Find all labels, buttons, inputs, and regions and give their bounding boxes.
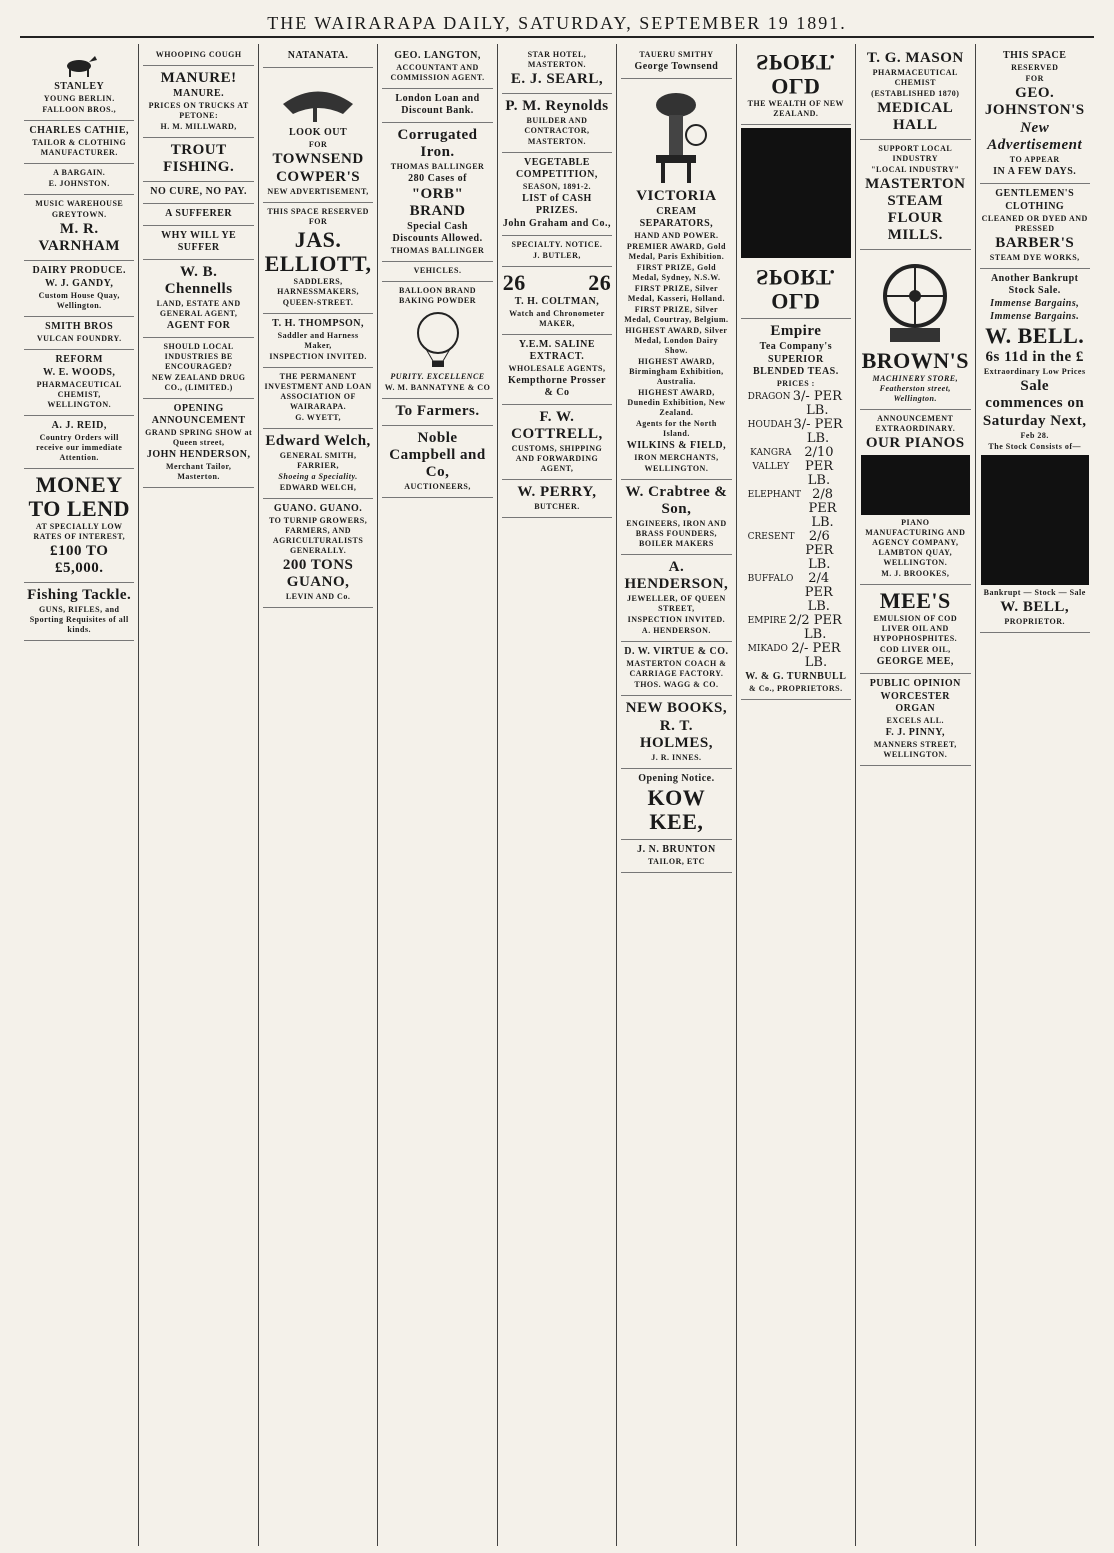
cathie-ad [24, 121, 134, 164]
johnston-name: E. JOHNSTON. [48, 179, 110, 188]
country-orders: Country Orders will receive our immediate Attention. [36, 433, 123, 462]
our-pianos: OUR PIANOS [865, 435, 965, 451]
reid-ad [24, 416, 134, 469]
column-9 [976, 44, 1094, 1546]
mason-heading: T. G. MASON [866, 50, 964, 66]
trout-ad [143, 138, 253, 182]
ballinger-name: THOMAS BALLINGER [390, 162, 485, 171]
piano-company: PIANO MANUFACTURING AND AGENCY COMPANY, LAMBTON QUAY, WELLINGTON. [865, 518, 966, 567]
piano-ad [860, 410, 970, 585]
langton-ad [382, 46, 492, 89]
welch-heading: Edward Welch, [265, 433, 371, 449]
thompson-ad [263, 314, 373, 368]
gentlemen: GENTLEMEN'S [995, 188, 1075, 199]
woods-sub: PHARMACEUTICAL CHEMIST, WELLINGTON. [36, 380, 122, 409]
tons-guano: 200 TONS GUANO, [282, 557, 354, 590]
whooping-ad [143, 46, 253, 66]
agents-north: Agents for the North Island. [636, 419, 717, 438]
dairy-ad [24, 261, 134, 317]
reynolds-ad [502, 94, 612, 153]
iron-ad [382, 123, 492, 262]
old-sport-heading: OLD SPORT. [756, 50, 836, 99]
worcester-organ: WORCESTER ORGAN [880, 691, 951, 714]
season: SEASON, 1891-2. [522, 182, 592, 191]
brunton-heading: J. N. BRUNTON [637, 844, 716, 855]
smithy-ad [621, 46, 731, 79]
why-suffer-heading: WHY WILL YE SUFFER [161, 230, 237, 253]
tea-row: DRAGON 3/- PER LB. [747, 389, 842, 418]
reid-heading: A. J. REID, [51, 420, 107, 431]
award-3: FIRST PRIZE, Silver Medal, Kasseri, Holland. [627, 284, 725, 303]
column-1 [20, 44, 139, 1546]
empire-heading: Empire [770, 323, 822, 339]
bell-heading: W. BELL. [985, 323, 1085, 348]
separator-ad [621, 79, 731, 480]
johnston-space-ad [980, 46, 1090, 184]
townsend-name: George Townsend [634, 61, 719, 72]
cottrell-heading: F. W. COTTRELL, [511, 409, 603, 442]
redacted-block [741, 128, 851, 258]
few-days: IN A FEW DAYS. [993, 166, 1077, 177]
townsend-heading: TOWNSEND [272, 151, 364, 167]
noble-heading: Noble Campbell and Co, [389, 430, 486, 480]
watch-maker: Watch and Chronometer MAKER, [509, 309, 605, 328]
tea-price-list [742, 390, 850, 670]
cottrell-ad [502, 405, 612, 480]
column-4 [378, 44, 497, 1546]
mason-sub: PHARMACEUTICAL CHEMIST [872, 68, 958, 87]
vegetable-heading: VEGETABLE COMPETITION, [516, 157, 598, 180]
barbers-heading: BARBER'S [995, 235, 1075, 251]
old-sport-heading-2: OLD SPORT. [756, 265, 836, 314]
column-2 [139, 44, 258, 1546]
brunton-sub: TAILOR, ETC [647, 857, 705, 866]
award-2: FIRST PRIZE, Gold Medal, Sydney, N.S.W. [632, 263, 721, 282]
new-advertisement: NEW ADVERTISEMENT, [267, 187, 369, 196]
victoria-heading: VICTORIA [636, 188, 717, 204]
music-ad [24, 195, 134, 261]
browns-ad [860, 250, 970, 410]
steam-dye: STEAM DYE WORKS, [989, 253, 1080, 262]
inspection-invited: INSPECTION INVITED. [269, 352, 367, 361]
stanley-heading: STANLEY [54, 81, 105, 92]
shoeing: Shoeing a Speciality. [278, 472, 358, 481]
chennells-sub: LAND, ESTATE AND GENERAL AGENT, [156, 299, 241, 318]
vehicles-heading: VEHICLES. [413, 266, 462, 275]
customs-line: CUSTOMS, SHIPPING AND FORWARDING AGENT, [511, 444, 603, 473]
amount-range: £100 TO £5,000. [50, 543, 109, 576]
empire-tea-ad [741, 319, 851, 700]
henderson-jeweller: JEWELLER, OF QUEEN STREET, [627, 594, 726, 613]
for-label-2: FOR [1025, 74, 1044, 83]
tea-row: BUFFALO 2/4 PER LB. [747, 571, 833, 614]
varnham-heading: M. R. VARNHAM [38, 221, 120, 254]
this-space: THIS SPACE [1002, 50, 1067, 61]
brunton-ad [621, 840, 731, 873]
brookes-name: M. J. BROOKES, [881, 569, 950, 578]
flour-ad [860, 140, 970, 250]
saddle-icon [273, 74, 363, 124]
guano-sub: TO TURNIP GROWERS, FARMERS, AND AGRICULTURALISTS GENERALLY. [268, 516, 368, 555]
horse-icon [59, 52, 99, 78]
proprietors: & Co., PROPRIETORS. [749, 684, 843, 693]
cowper-heading: COWPER'S [276, 169, 361, 185]
sufferer-ad [143, 204, 253, 226]
bannatyne: W. M. BANNATYNE & CO [384, 383, 491, 392]
column-5 [498, 44, 617, 1546]
crabtree-ad [621, 480, 731, 555]
price-in-pound: 6s 11d in the £ [985, 349, 1084, 365]
wagg-name: THOS. WAGG & CO. [634, 680, 719, 689]
why-suffer-ad [143, 226, 253, 260]
number-26-right: 26 [588, 270, 612, 295]
superior-teas: SUPERIOR BLENDED TEAS. [752, 354, 839, 377]
column-3 [259, 44, 378, 1546]
sufferer-heading: A SUFFERER [165, 208, 233, 219]
graham-heading: John Graham and Co., [502, 218, 611, 229]
permanent-ad [263, 368, 373, 429]
innes-name: J. R. INNES. [651, 753, 702, 762]
cases-line: 280 Cases of [408, 173, 467, 184]
should-local: SHOULD LOCAL INDUSTRIES BE ENCOURAGED? [163, 342, 234, 371]
number-26-left: 26 [502, 270, 526, 295]
public-opinion: PUBLIC OPINION [869, 678, 961, 689]
column-6 [617, 44, 736, 1546]
pinny-heading: F. J. PINNY, [885, 727, 945, 738]
holmes-heading: R. T. HOLMES, [639, 718, 713, 751]
young-berlin-heading: YOUNG BERLIN. [43, 94, 115, 103]
old-sport-ad-2 [741, 261, 851, 319]
cream-separators: CREAM SEPARATORS, [639, 206, 714, 229]
support-local: SUPPORT LOCAL INDUSTRY [878, 144, 953, 163]
elliott-heading: JAS. ELLIOTT, [264, 227, 372, 276]
immense-bargains: Immense Bargains, [990, 298, 1080, 309]
agent-for: AGENT FOR [166, 320, 231, 331]
perry-ad [502, 480, 612, 518]
falloon-heading: FALLOON BROS., [42, 105, 117, 114]
nz-drug: NEW ZEALAND DRUG CO., (LIMITED.) [151, 373, 246, 392]
column-8 [856, 44, 975, 1546]
balloon-icon [408, 309, 468, 369]
langton-heading: GEO. LANGTON, [394, 50, 481, 61]
johnstons-heading: GEO. JOHNSTON'S [984, 85, 1085, 118]
cathie-trade: TAILOR & CLOTHING MANUFACTURER. [32, 138, 127, 157]
permanent-heading: THE PERMANENT INVESTMENT AND LOAN ASSOCIATION OF WAIRARAPA. [264, 372, 372, 411]
purity-line: PURITY. EXCELLENCE [390, 372, 485, 381]
whooping-heading: WHOOPING COUGH [155, 50, 242, 59]
browns-heading: BROWN'S [861, 348, 969, 373]
gandy-address: Custom House Quay, Wellington. [38, 291, 120, 310]
vehicles-ad [382, 262, 492, 282]
organ-ad [860, 674, 970, 766]
page-columns [20, 44, 1094, 1546]
butcher-label: BUTCHER. [534, 502, 580, 511]
guano-ad [263, 499, 373, 608]
crabtree-heading: W. Crabtree & Son, [625, 484, 728, 517]
another-bankrupt: Another Bankrupt Stock Sale. [990, 273, 1079, 296]
trout-heading: TROUT FISHING. [163, 142, 235, 175]
new-books: NEW BOOKS, [625, 700, 728, 716]
butler-ad [502, 236, 612, 267]
cathie-first: CHARLES [29, 125, 82, 136]
kowkee-ad [621, 769, 731, 840]
drug-ad [143, 338, 253, 399]
award-4: FIRST PRIZE, Silver Medal, Courtray, Belgium. [624, 305, 729, 324]
bargain-ad [24, 164, 134, 195]
tea-row: EMPIRE 2/2 PER LB. [747, 613, 842, 642]
browns-sub: MACHINERY STORE, Featherston street, Wellington. [872, 374, 959, 403]
farmers-heading: To Farmers. [395, 403, 480, 419]
george-mee: GEORGE MEE, [876, 656, 954, 667]
cash-prizes: LIST of CASH PRIZES. [522, 193, 592, 216]
iron-merchants: IRON MERCHANTS, [634, 453, 719, 462]
butler-name: J. BUTLER, [533, 251, 581, 260]
local-industry: "LOCAL INDUSTRY" [871, 165, 960, 174]
spring-show: GRAND SPRING SHOW at Queen street, [145, 428, 253, 447]
low-rates: AT SPECIALLY LOW RATES OF INTEREST, [33, 522, 126, 541]
woods-heading: W. E. WOODS, [43, 367, 116, 378]
award-5: HIGHEST AWARD, Silver Medal, London Dairy Show. [625, 326, 728, 355]
bargain-heading: A BARGAIN. [53, 168, 106, 177]
wilkins-field: WILKINS & FIELD, [626, 440, 727, 451]
manure-heading: MANURE! [160, 70, 237, 86]
reform-heading: REFORM [55, 354, 103, 365]
proprietor: PROPRIETOR. [1004, 617, 1066, 626]
wholesale-agents: WHOLESALE AGENTS, [508, 364, 606, 373]
money-heading: MONEY TO LEND [28, 472, 130, 521]
smithy-heading: TAUERU SMITHY [639, 50, 714, 59]
guns-line: GUNS, RIFLES, and Sporting Requisites of all kinds. [29, 605, 129, 634]
balloon-heading: BALLOON BRAND BAKING POWDER [399, 286, 476, 305]
mason-ad [860, 46, 970, 140]
cod-liver: COD LIVER OIL, [879, 645, 951, 654]
auctioneers: AUCTIONEERS, [404, 482, 471, 491]
notice-heading: SPECIALTY. NOTICE. [511, 240, 603, 249]
henderson-name: JOHN HENDERSON, [146, 449, 251, 460]
smith-heading: SMITH BROS [45, 321, 114, 332]
orb-brand: "ORB" BRAND [409, 186, 466, 219]
iron-heading: Corrugated Iron. [397, 127, 478, 160]
books-ad [621, 696, 731, 769]
greytown-heading: GREYTOWN. [51, 210, 107, 219]
sale-commences: Sale commences on [985, 378, 1085, 411]
newspaper-title: THE WAIRARAPA DAILY, SATURDAY, SEPTEMBER 19 1891. [267, 13, 847, 33]
vegetable-ad [502, 153, 612, 236]
yem-heading: Y.E.M. SALINE EXTRACT. [518, 339, 596, 362]
extra-low: Extraordinary Low Prices [983, 367, 1086, 376]
old-sport-ad [741, 46, 851, 125]
welch-sub: GENERAL SMITH, FARRIER, [279, 451, 357, 470]
award-1: PREMIER AWARD, Gold Medal, Paris Exhibition. [626, 242, 726, 261]
reynolds-town: MASTERTON. [527, 137, 587, 146]
established: (ESTABLISHED 1870) [871, 89, 960, 98]
prices-heading: PRICES ON TRUCKS AT PETONE: [148, 101, 249, 120]
cash-discounts: Special Cash Discounts Allowed. [392, 221, 483, 244]
pinny-sub: MANNERS STREET, WELLINGTON. [873, 740, 957, 759]
no-cure-heading: NO CURE, NO PAY. [150, 186, 248, 197]
feb-date: Feb 28. [1020, 431, 1049, 440]
noble-ad [382, 426, 492, 498]
saddler-notice: Saddler and Harness Maker, [277, 331, 359, 350]
langton-sub: ACCOUNTANT AND COMMISSION AGENT. [390, 63, 485, 82]
barber-ad [980, 184, 1090, 269]
bankrupt-sale: Bankrupt — Stock — Sale [983, 588, 1086, 597]
queen-street: QUEEN-STREET. [282, 298, 354, 307]
redacted-block-3 [981, 455, 1089, 585]
gandy-heading: W. J. GANDY, [45, 278, 114, 289]
perry-heading: W. PERRY, [517, 484, 597, 500]
natanata-heading: NATANATA. [287, 50, 349, 61]
opening-notice: Opening Notice. [638, 773, 715, 784]
fishing-heading: Fishing Tackle. [27, 587, 132, 603]
welch-signature: EDWARD WELCH, [279, 483, 357, 492]
levin-name: LEVIN AND Co. [285, 592, 351, 601]
immense-bargains-2: Immense Bargains. [990, 311, 1080, 322]
announcement-extraordinary: ANNOUNCEMENT EXTRAORDINARY. [875, 414, 956, 433]
guano-heading: GUANO. GUANO. [273, 503, 363, 514]
tea-row: HOUDAH 3/- PER LB. [747, 417, 843, 446]
steam-flour: MASTERTON STEAM FLOUR MILLS. [865, 176, 966, 243]
henderson-inspection: INSPECTION INVITED. [627, 615, 726, 624]
masthead [20, 8, 1094, 38]
wellington-label: WELLINGTON. [644, 464, 709, 473]
loan-heading: London Loan and Discount Bank. [395, 93, 480, 116]
cathie-last: CATHIE, [84, 125, 129, 136]
virtue-heading: D. W. VIRTUE & CO. [624, 646, 729, 657]
tea-row: ELEPHANT 2/8 PER LB. [747, 487, 837, 530]
money-ad [24, 469, 134, 583]
to-appear: TO APPEAR [1009, 155, 1060, 164]
saddlers: SADDLERS, HARNESSMAKERS, [277, 277, 360, 296]
music-heading: MUSIC WAREHOUSE [35, 199, 124, 208]
no-cure-ad [143, 182, 253, 204]
reserved-label: RESERVED [1011, 63, 1059, 72]
new-advertisement-2: New Advertisement [987, 120, 1083, 153]
look-out: LOOK OUT [289, 127, 348, 138]
yem-ad [502, 335, 612, 405]
saturday-next: Saturday Next, [982, 413, 1087, 429]
natanata-ad [263, 46, 373, 68]
henderson-signature: A. HENDERSON. [641, 626, 711, 635]
manure-heading-2: MANURE. [173, 88, 225, 99]
award-7: HIGHEST AWARD, Dunedin Exhibition, New Zealand. [627, 388, 726, 417]
hand-power: HAND AND POWER. [634, 231, 719, 240]
turnbull-heading: W. & G. TURNBULL [745, 671, 847, 682]
engine-icon [875, 256, 955, 346]
mees-ad [860, 585, 970, 674]
stock-consists: The Stock Consists of— [988, 442, 1081, 451]
opening-announcement: OPENING ANNOUNCEMENT [151, 403, 246, 426]
redacted-block-2 [861, 455, 969, 515]
reform-ad [24, 350, 134, 416]
thompson-heading: T. H. THOMPSON, [272, 318, 365, 329]
townsend-ad [263, 68, 373, 203]
farmers-ad [382, 399, 492, 426]
clothing: CLOTHING [1005, 201, 1065, 212]
wealth-heading: THE WEALTH OF NEW ZEALAND. [747, 99, 845, 118]
wyett-name: G. WYETT, [295, 413, 341, 422]
coltman-ad [502, 267, 612, 335]
reynolds-heading: P. M. Reynolds [505, 98, 609, 114]
kempthorne: Kempthorne Prosser & Co [507, 375, 606, 398]
balloon-ad [382, 282, 492, 399]
kowkee-heading: KOW KEE, [647, 785, 706, 834]
reynolds-sub: BUILDER AND CONTRACTOR, [524, 116, 590, 135]
elliott-ad [263, 203, 373, 314]
welch-ad [263, 429, 373, 499]
bell-signature: W. BELL, [1000, 599, 1070, 615]
coach-factory: MASTERTON COACH & CARRIAGE FACTORY. [626, 659, 727, 678]
henderson-heading: A. HENDERSON, [624, 559, 729, 592]
cleaned-dyed: CLEANED OR DYED AND PRESSED [981, 214, 1088, 233]
tea-row: MIKADO 2/- PER LB. [747, 641, 841, 670]
chennells-heading: W. B. Chennells [164, 264, 233, 297]
stallion-ad [24, 46, 134, 121]
star-ad [502, 46, 612, 94]
for-label: FOR [308, 140, 328, 149]
mees-heading: MEE'S [879, 588, 951, 613]
empire-sub: Tea Company's [759, 341, 833, 352]
dairy-heading: DAIRY PRODUCE. [32, 265, 126, 276]
column-7 [737, 44, 856, 1546]
award-6: HIGHEST AWARD, Birmingham Exhibition, Australia. [629, 357, 724, 386]
space-reserved: THIS SPACE RESERVED FOR [267, 207, 369, 226]
tea-row: CRESENT 2/6 PER LB. [747, 529, 834, 572]
fishing-ad [24, 583, 134, 641]
virtue-ad [621, 642, 731, 696]
ballinger-signature: THOMAS BALLINGER [390, 246, 485, 255]
loan-ad [382, 89, 492, 123]
henderson-ad [621, 555, 731, 642]
bell-ad [980, 269, 1090, 633]
prices-label: PRICES : [776, 379, 815, 388]
chennells-ad [143, 260, 253, 338]
searl-heading: E. J. SEARL, [510, 71, 604, 87]
star-hotel: STAR HOTEL, MASTERTON. [527, 50, 587, 69]
millward-name: H. M. MILLWARD, [160, 122, 237, 131]
coltman-heading: T. H. COLTMAN, [514, 296, 600, 307]
mees-sub: EMULSION OF COD LIVER OIL AND HYPOPHOSPHITES. [873, 614, 958, 643]
henderson-sub: Merchant Tailor, Masterton. [165, 462, 232, 481]
smith-sub: VULCAN FOUNDRY. [36, 334, 122, 343]
excels-all: EXCELS ALL. [886, 716, 945, 725]
manure-ad [143, 66, 253, 138]
announce-ad [143, 399, 253, 488]
tea-row: KANGRA VALLEY 2/10 PER LB. [750, 445, 834, 488]
smith-ad [24, 317, 134, 350]
crabtree-sub: ENGINEERS, IRON AND BRASS FOUNDERS, BOILER MAKERS [626, 519, 727, 548]
cream-separator-icon [641, 85, 711, 185]
medical-hall: MEDICAL HALL [877, 100, 954, 133]
